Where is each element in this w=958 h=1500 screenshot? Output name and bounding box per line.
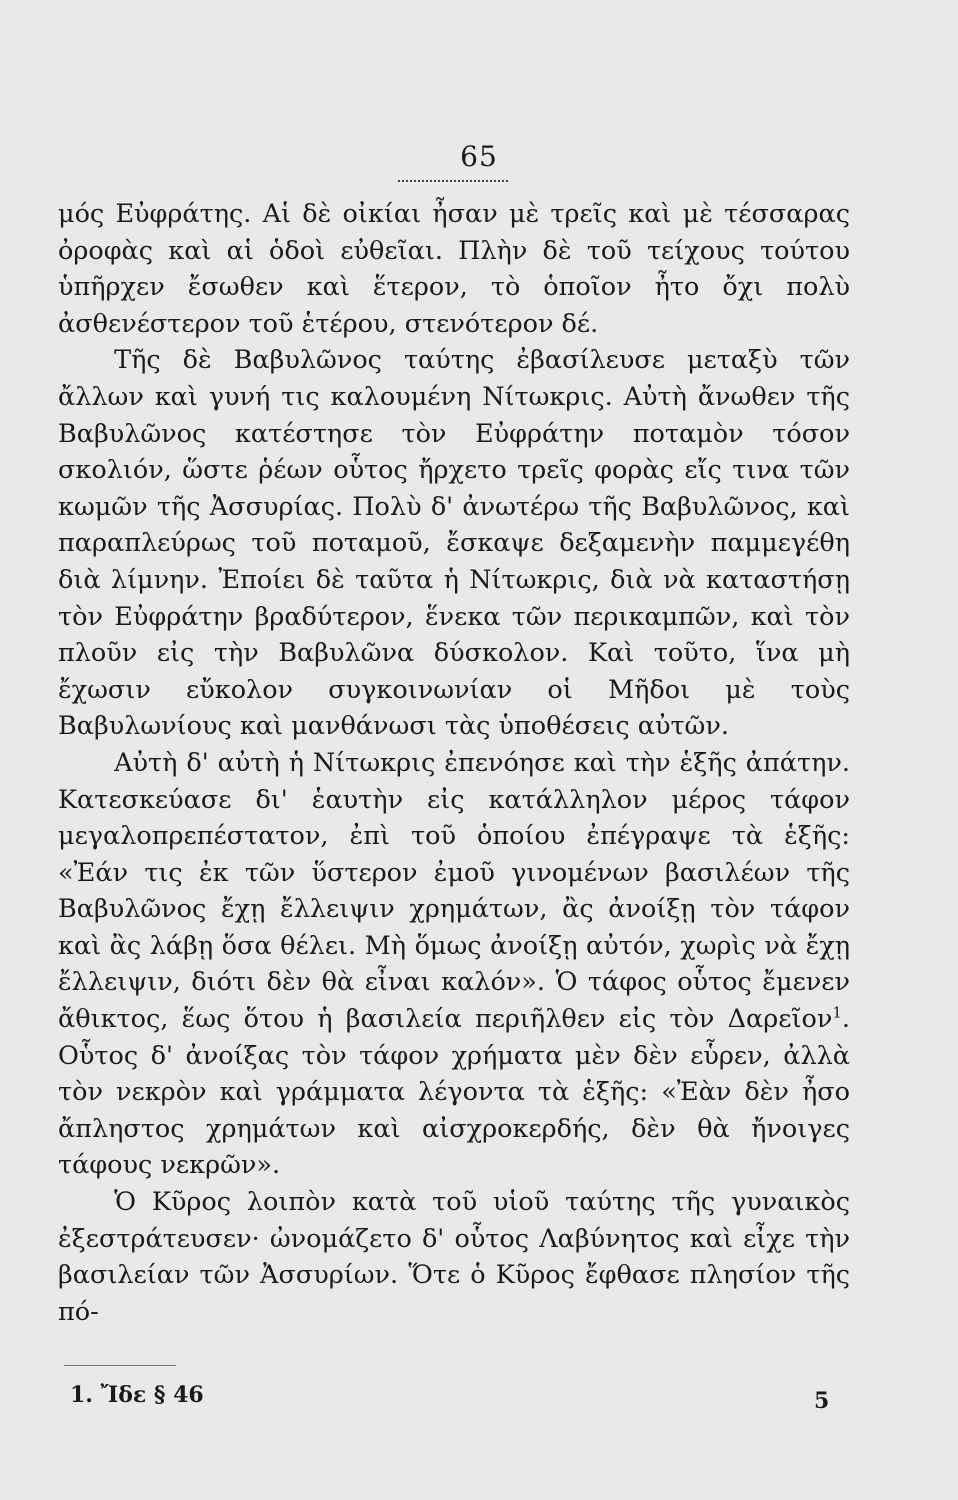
signature-mark: 5 bbox=[814, 1388, 830, 1414]
body-text bbox=[58, 196, 850, 1330]
page-number: 65 bbox=[460, 140, 498, 173]
tomb-text-part-1: Αὐτὴ δ' αὐτὴ ἡ Νίτωκρις ἐπενόησε καὶ τὴν ἑξῆς ἀπάτην. Κατεσκεύασε δι' ἑαυτὴν εἰς κατάλληλον μέρος τάφον μεγαλοπρεπέστατον, ἐπὶ τοῦ ὁποίου ἐπέγραψε τὰ ἑξῆς: «Ἐάν τις ἐκ τῶν ὕστερον ἐμοῦ γινομένων βασιλέων τῆς Βαβυλῶνος ἔχῃ ἔλλειψιν χρημάτων, ἂς ἀνοίξῃ τὸν τάφον καὶ ἂς λάβῃ ὅσα θέλει. Μὴ ὅμως ἀνοίξῃ αὐτόν, χωρὶς νὰ ἔχῃ ἔλλειψιν, διότι δὲν θὰ εἶναι καλόν». Ὁ τάφος οὗτος ἔμενεν ἄθικτος, ἕως ὅτου ἡ βασιλεία περιῆλθεν εἰς τὸν Δαρεῖον bbox=[58, 747, 850, 1035]
paragraph-cyrus-campaign: Ὁ Κῦρος λοιπὸν κατὰ τοῦ υἱοῦ ταύτης τῆς γυναικὸς ἐξεστράτευσεν· ὠνομάζετο δ' οὗτος Λαβύνητος καὶ εἶχε τὴν βασιλείαν τῶν Ἀσσυρίων. Ὅτε ὁ Κῦρος ἔφθασε πλησίον τῆς πό- bbox=[58, 1187, 850, 1327]
footnote: 1. Ἴδε § 46 bbox=[70, 1382, 204, 1408]
paragraph-euphrates-houses: μός Εὐφράτης. Αἱ δὲ οἰκίαι ἦσαν μὲ τρεῖς καὶ μὲ τέσσαρας ὀροφὰς καὶ αἱ ὁδοὶ εὐθεῖαι. Πλὴν δὲ τοῦ τείχους τούτου ὑπῆρχεν ἔσωθεν καὶ ἕτερον, τὸ ὁποῖον ἦτο ὄχι πολὺ ἀσθενέστερον τοῦ ἑτέρου, στενότερον δέ. bbox=[58, 199, 850, 339]
paragraph-nitocris-river: Τῆς δὲ Βαβυλῶνος ταύτης ἐβασίλευσε μεταξὺ τῶν ἄλλων καὶ γυνή τις καλουμένη Νίτωκρις. Αὐτὴ ἄνωθεν τῆς Βαβυλῶνος κατέστησε τὸν Εὐφράτην ποταμὸν τόσον σκολιόν, ὥστε ῥέων οὗτος ἤρχετο τρεῖς φορὰς εἴς τινα τῶν κωμῶν τῆς Ἀσσυρίας. Πολὺ δ' ἀνωτέρω τῆς Βαβυλῶνος, καὶ παραπλεύρως τοῦ ποταμοῦ, ἔσκαψε δεξαμενὴν παμμεγέθη διὰ λίμνην. Ἐποίει δὲ ταῦτα ἡ Νίτωκρις, διὰ νὰ καταστήσῃ τὸν Εὐφράτην βραδύτερον, ἕνεκα τῶν περικαμπῶν, καὶ τὸν πλοῦν εἰς τὴν Βαβυλῶνα δύσκολον. Καὶ τοῦτο, ἵνα μὴ ἔχωσιν εὔκολον συγκοινωνίαν οἱ Μῆδοι μὲ τοὺς Βαβυλωνίους καὶ μανθάνωσι τὰς ὑποθέσεις αὐτῶν. bbox=[58, 345, 850, 742]
page-number-ornament bbox=[398, 176, 508, 182]
paragraph-nitocris-tomb bbox=[58, 745, 850, 1184]
footnote-reference: 1 bbox=[832, 1003, 842, 1022]
footnote-divider bbox=[64, 1365, 176, 1366]
tomb-text-part-2: . Οὗτος δ' ἀνοίξας τὸν τάφον χρήματα μὲν δὲν εὗρεν, ἀλλὰ τὸν νεκρὸν καὶ γράμματα λέγοντα τὰ ἑξῆς: «Ἐὰν δὲν ἦσο ἄπληστος χρημάτων καὶ αἰσχροκερδής, δὲν θὰ ἤνοιγες τάφους νεκρῶν». bbox=[58, 1004, 850, 1181]
